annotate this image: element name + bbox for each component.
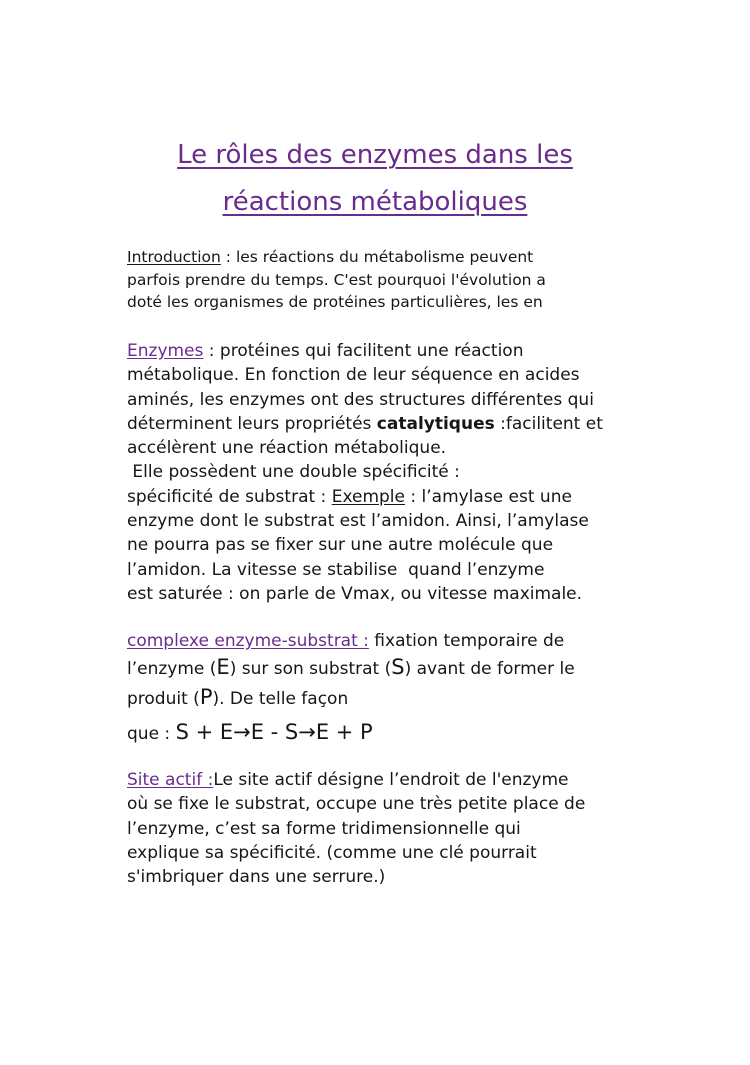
enzymes-paragraph: Enzymes : protéines qui facilitent une réaction métabolique. En fonction de leur séquence en acides aminés, les enzymes ont des structures différentes qui déterminent leurs propriétés catalytiques :facilitent et accélèrent une réaction métabolique. Elle possèdent une double spécificité : spécificité de substrat : Exemple : l’amylase est une enzyme dont le substrat est l’amidon. Ainsi, l’amylase ne pourra pas se fixer sur une autre molécule que l’amidon. La vitesse se stabilise quand l’enzyme est saturée : on parle de Vmax, ou vitesse maximale. [127, 341, 603, 604]
site-actif-paragraph: Site actif :Le site actif désigne l’endroit de l'enzyme où se fixe le substrat, occupe une très petite place de l’enzyme, c’est sa forme tridimensionnelle qui explique sa spécificité. (comme une clé pourrait s'imbriquer dans une serrure.) [127, 770, 586, 888]
catalytiques-term: catalytiques [376, 413, 495, 434]
reaction-formula: S + E→E - S→E + P [175, 720, 373, 745]
complexe-paragraph: complexe enzyme-substrat : fixation temporaire de l’enzyme (E) sur son substrat (S) avant de former le produit (P). De telle façon que : S + E→E - S→E + P [127, 631, 575, 745]
title-line-1 [0, 140, 750, 170]
title-line-2 [0, 187, 750, 217]
product-symbol: P [199, 685, 213, 710]
complexe-label: complexe enzyme-substrat : [127, 631, 369, 651]
intro-label: Introduction [127, 248, 221, 266]
title-text-2: réactions métaboliques [222, 187, 528, 217]
substrate-symbol: S [391, 655, 405, 680]
intro-paragraph: Introduction : les réactions du métabolisme peuvent parfois prendre du temps. C'est pourquoi l'évolution a doté les organismes de protéines particulières, les en [127, 248, 546, 311]
exemple-label: Exemple [331, 486, 405, 507]
enzyme-symbol: E [216, 655, 230, 680]
site-actif-label: Site actif : [127, 770, 214, 790]
enzymes-label: Enzymes [127, 341, 204, 361]
title-text-1: Le rôles des enzymes dans les [177, 140, 573, 170]
